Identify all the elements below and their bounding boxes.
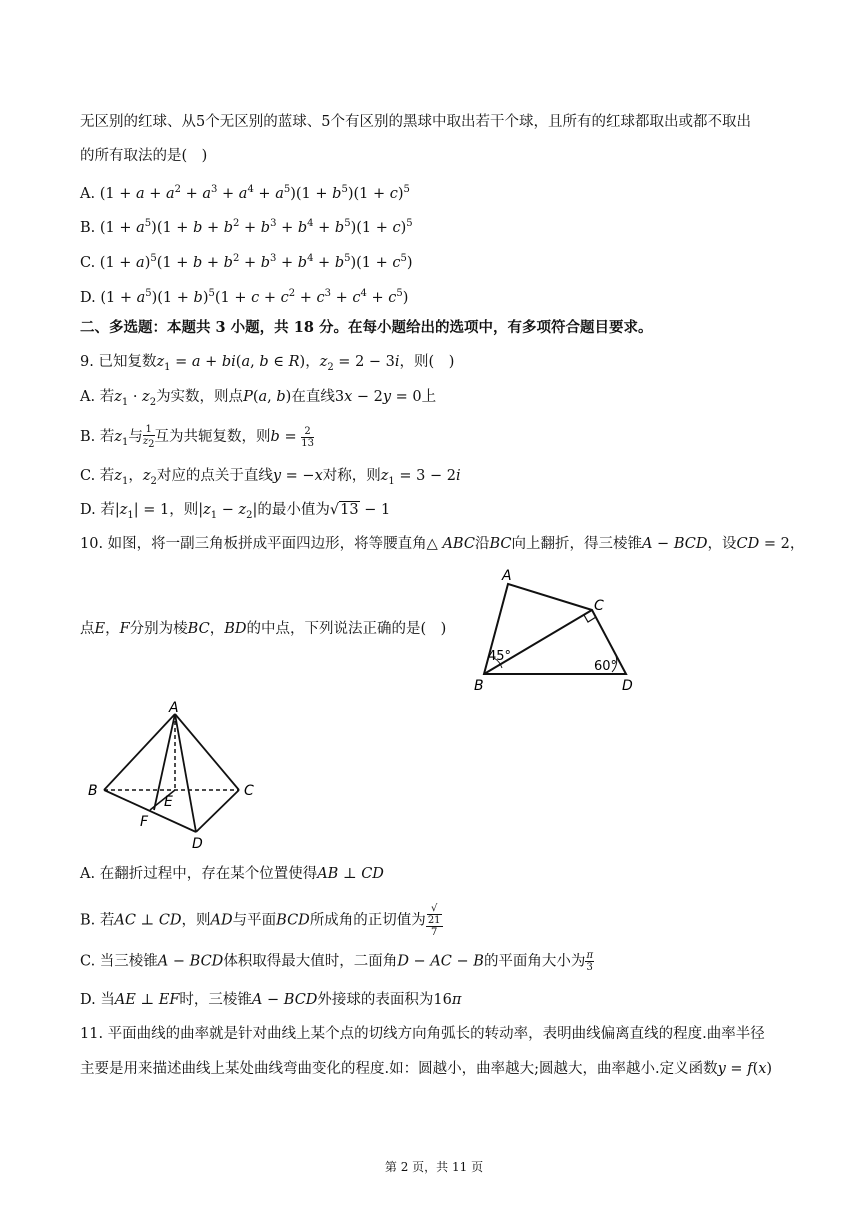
question-9-option-d: D. 若$|z_1| = 1$，则$|z_1 - z_2|$的最小值为√13 − 1 — [80, 502, 391, 521]
question-8-option-a: A. $(1 + a + a^2 + a^3 + a^4 + a^5)(1 + b^5)(1 + c)^5$ — [80, 184, 410, 202]
question-10-stem-line1: 10. 如图，将一副三角板拼成平面四边形，将等腰直角△ ABC沿BC向上翻折，得三棱锥A − BCD，设CD = 2， — [80, 536, 805, 552]
question-11-line1: 11. 平面曲线的曲率就是针对曲线上某个点的切线方向角弧长的转动率，表明曲线偏离直线的程度.曲率半径 — [80, 1026, 765, 1042]
question-8-stem-line1: 无区别的红球、从5个无区别的蓝球、5个有区别的黑球中取出若干个球，且所有的红球都取出或都不取出 — [80, 114, 751, 130]
page-footer: 第 2 页，共 11 页 — [384, 1160, 484, 1174]
question-10-option-d: D. 当AE ⊥ EF时，三棱锥A − BCD外接球的表面积为16π — [80, 992, 462, 1008]
question-8-option-d: D. $(1 + a^5)(1 + b)^5(1 + c + c^2 + c^3 + c^4 + c^5)$ — [80, 288, 409, 306]
fig2-label-f: F — [140, 814, 149, 830]
question-8-option-b: B. $(1 + a^5)(1 + b + b^2 + b^3 + b^4 + b^5)(1 + c)^5$ — [80, 218, 413, 236]
question-10-option-b: B. 若AC ⊥ CD，则AD与平面BCD所成角的正切值为 √ 21 7 — [80, 903, 441, 938]
fig1-label-b: B — [474, 678, 484, 694]
fig1-label-c: C — [594, 598, 604, 614]
question-9-option-a: A. 若$z_1 \cdot z_2$为实数，则点P(a, b)在直线3x − 2y = 0上 — [80, 389, 437, 408]
question-11-line2: 主要是用来描述曲线上某处曲线弯曲变化的程度.如：圆越小，曲率越大;圆越大，曲率越小.定义函数y = f(x) — [80, 1061, 773, 1077]
fig2-label-c: C — [244, 783, 254, 799]
fig1-angle-60: 60° — [594, 659, 618, 674]
fig2-label-a: A — [169, 700, 179, 716]
section-2-heading: 二、多选题：本题共 3 小题，共 18 分。在每小题给出的选项中，有多项符合题目要求。 — [80, 319, 653, 336]
fig2-label-b: B — [88, 783, 98, 799]
question-8-option-c: C. $(1 + a)^5(1 + b + b^2 + b^3 + b^4 + b^5)(1 + c^5)$ — [80, 253, 413, 271]
fig2-label-d: D — [192, 836, 203, 850]
fig1-angle-45: 45° — [488, 649, 512, 664]
question-9-stem: 9. 已知复数$z_1 = a + bi(a$, b ∈ R)，$z_2 = 2 - 3i$，则( ) — [80, 354, 455, 373]
fig1-label-a: A — [502, 568, 512, 584]
question-10-option-a: A. 在翻折过程中，存在某个位置使得AB ⊥ CD — [80, 866, 384, 882]
question-10-stem-line2: 点E，F分别为棱BC，BD的中点，下列说法正确的是( ) — [80, 621, 447, 637]
fig2-label-e: E — [164, 794, 173, 810]
question-9-option-c: C. 若$z_1$，$z_2$对应的点关于直线y = −x对称，则$z_1 = 3 - 2i$ — [80, 468, 461, 487]
question-9-option-b: B. 若$z_1$与 $\frac{1}{z_2}$ 互为共轭复数，则b = $\frac{2}{13}$ — [80, 424, 314, 450]
pyramid-figure — [84, 700, 274, 850]
quadrilateral-figure — [470, 566, 640, 696]
question-10-option-c: C. 当三棱锥A − BCD体积取得最大值时，二面角D − AC − B的平面角大小为 $\frac{\pi}{3}$ — [80, 950, 594, 973]
fig1-label-d: D — [622, 678, 633, 694]
question-8-stem-line2: 的所有取法的是( ) — [80, 148, 208, 164]
